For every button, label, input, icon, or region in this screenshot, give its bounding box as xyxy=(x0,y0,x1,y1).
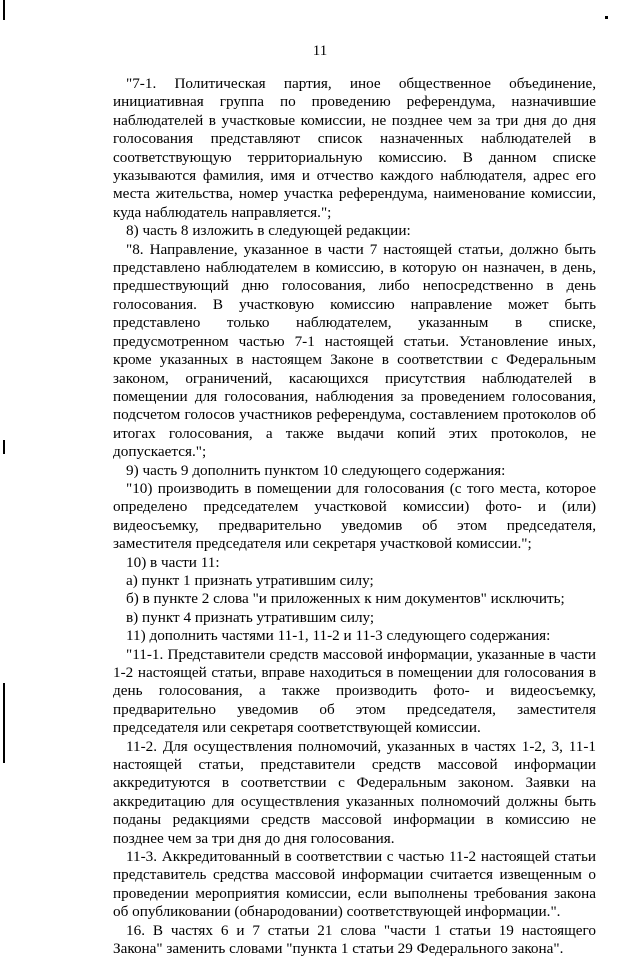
paragraph-item-8: 8) часть 8 изложить в следующей редакции: xyxy=(126,222,411,240)
paragraph-sub-a: а) пункт 1 признать утратившим силу; xyxy=(126,571,374,589)
paragraph-item-16: 16. В частях 6 и 7 статьи 21 слова "части 1 статьи 19 настоящего Закона" заменить словами "пункта 1 статьи 29 Федерального закона". xyxy=(113,921,596,958)
scan-mark-lower xyxy=(3,683,5,763)
paragraph-point-10: "10) производить в помещении для голосования (с того места, которое определено председателем участковой комиссии) фото- и (или) видеосъемку, предварительно уведомив об этом председателя, заместителя председателя или секретаря участковой комиссии."; xyxy=(113,479,596,553)
paragraph-part-11-1: "11-1. Представители средств массовой информации, указанные в части 1-2 настоящей статьи, вправе находиться в помещении для голосования в день голосования, а также производить фото- и видеосъемку, предварительно уведомив об этом председателя, заместителя председателя или секретаря соответствующей комиссии. xyxy=(113,645,596,737)
paragraph-part-11-2: 11-2. Для осуществления полномочий, указанных в частях 1-2, 3, 11-1 настоящей статьи, представители средств массовой информации аккредитуются в соответствии с Федеральным законом. Заявки на аккредитацию для осуществления указанных полномочий должны быть поданы редакциями средств массовой информации в комиссию не позднее чем за три дня до дня голосования. xyxy=(113,737,596,847)
paragraph-part-11-3: 11-3. Аккредитованный в соответствии с частью 11-2 настоящей статьи представитель средства массовой информации считается извещенным о проведении мероприятия комиссии, если выполнены требования закона об опубликовании (обнародовании) соответствующей информации.". xyxy=(113,848,596,921)
page-number: 11 xyxy=(312,43,328,59)
paragraph-part-8: "8. Направление, указанное в части 7 настоящей статьи, должно быть представлено наблюдателем в комиссию, в которую он назначен, в день, предшествующий дню голосования, либо непосредственно в день голосования. В участковую комиссию направление может быть представлено только наблюдателем, указанным в списке, предусмотренном частью 7-1 настоящей статьи. Установление иных, кроме указанных в настоящем Законе в соответствии с Федеральным законом, ограничений, касающихся присутствия наблюдателей в помещении для голосования, наблюдения за проведением голосования, подсчетом голосов участников референдума, составлением протоколов об итогах голосования, а также выдачи копий этих протоколов, не допускается."; xyxy=(113,240,596,461)
paragraph-item-9: 9) часть 9 дополнить пунктом 10 следующего содержания: xyxy=(126,461,506,479)
scan-mark-top xyxy=(3,0,5,20)
paragraph-sub-v: в) пункт 4 признать утратившим силу; xyxy=(126,608,375,626)
paragraph-7-1: "7-1. Политическая партия, иное общественное объединение, инициативная группа по проведению референдума, назначившие наблюдателей в участковые комиссии, не позднее чем за три дня до дня голосования представляют список назначенных наблюдателей в соответствующую территориальную комиссию. В данном списке указываются фамилия, имя и отчество каждого наблюдателя, адрес его места жительства, номер участка референдума, наименование комиссии, куда наблюдатель направляется."; xyxy=(113,75,596,221)
paragraph-sub-b: б) в пункте 2 слова "и приложенных к ним документов" исключить; xyxy=(126,590,565,608)
scan-mark-middle xyxy=(3,440,5,454)
paragraph-item-10: 10) в части 11: xyxy=(126,553,220,571)
document-body xyxy=(113,75,596,959)
scan-dot-right xyxy=(605,16,608,19)
paragraph-item-11: 11) дополнить частями 11-1, 11-2 и 11-3 следующего содержания: xyxy=(126,627,551,645)
